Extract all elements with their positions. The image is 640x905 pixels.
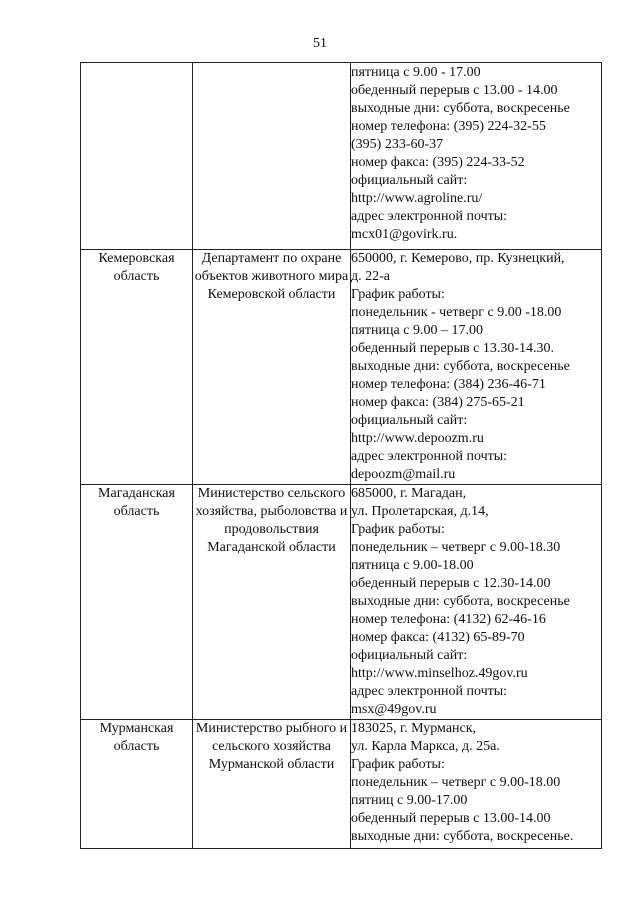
details-line: выходные дни: суббота, воскресенье. [351,829,574,844]
agencies-table [80,62,602,849]
details-line: обеденный перерыв с 12.30-14.00 [351,576,551,591]
details-line: понедельник - четверг с 9.00 -18.00 [351,305,562,320]
details-line: номер телефона: (384) 236-46-71 [351,377,546,392]
details-line: пятниц с 9.00-17.00 [351,793,468,808]
details-line: адрес электронной почты: [351,684,508,699]
details-line: http://www.depoozm.ru [351,431,484,446]
details-line: обеденный перерыв с 13.00-14.00 [351,811,551,826]
details-line: ул. Карла Маркса, д. 25а. [351,739,500,754]
contact-details-cell [351,250,602,485]
details-line: 650000, г. Кемерово, пр. Кузнецкий, [351,251,565,266]
details-line: обеденный перерыв с 13.30-14.30. [351,341,554,356]
details-line: depoozm@mail.ru [351,467,456,482]
details-line: понедельник – четверг с 9.00-18.00 [351,775,561,790]
details-line: пятница с 9.00 – 17.00 [351,323,483,338]
details-line: График работы: [351,287,445,302]
details-line: официальный сайт: [351,648,468,663]
details-line: График работы: [351,522,445,537]
agency-cell: Департамент по охране объектов животного мира Кемеровской области [193,250,351,485]
details-line: официальный сайт: [351,413,468,428]
details-line: пятница с 9.00 - 17.00 [351,65,481,80]
details-line: ул. Пролетарская, д.14, [351,504,489,519]
details-line: адрес электронной почты: [351,209,508,224]
details-line: выходные дни: суббота, воскресенье [351,594,570,609]
details-line: обеденный перерыв с 13.00 - 14.00 [351,83,558,98]
details-line: mcx01@govirk.ru. [351,227,458,242]
contact-details-cell [351,720,602,849]
details-line: пятница с 9.00-18.00 [351,558,474,573]
region-cell: Кемеровская область [81,250,193,485]
details-line: http://www.agroline.ru/ [351,191,483,206]
agency-cell [193,63,351,250]
region-cell [81,63,193,250]
agency-cell: Министерство рыбного и сельского хозяйства Мурманской области [193,720,351,849]
details-line: адрес электронной почты: [351,449,508,464]
details-line: выходные дни: суббота, воскресенье [351,359,570,374]
details-line: д. 22-а [351,269,390,284]
agency-cell: Министерство сельского хозяйства, рыболовства и продовольствия Магаданской области [193,485,351,720]
contact-details-cell [351,63,602,250]
details-line: выходные дни: суббота, воскресенье [351,101,570,116]
details-line: msx@49gov.ru [351,702,437,717]
details-line: понедельник – четверг с 9.00-18.30 [351,540,561,555]
details-line: (395) 233-60-37 [351,137,444,152]
region-cell: Магаданская область [81,485,193,720]
page-number: 51 [313,36,327,51]
details-line: номер факса: (4132) 65-89-70 [351,630,525,645]
details-line: номер телефона: (4132) 62-46-16 [351,612,546,627]
table-row [81,250,602,485]
details-line: официальный сайт: [351,173,468,188]
details-line: номер факса: (384) 275-65-21 [351,395,525,410]
details-line: http://www.minselhoz.49gov.ru [351,666,528,681]
table-row [81,485,602,720]
details-line: График работы: [351,757,445,772]
details-line: номер телефона: (395) 224-32-55 [351,119,546,134]
table-row [81,63,602,250]
details-line: номер факса: (395) 224-33-52 [351,155,525,170]
details-line: 183025, г. Мурманск, [351,721,477,736]
region-cell: Мурманская область [81,720,193,849]
table-row [81,720,602,849]
details-line: 685000, г. Магадан, [351,486,467,501]
contact-details-cell [351,485,602,720]
